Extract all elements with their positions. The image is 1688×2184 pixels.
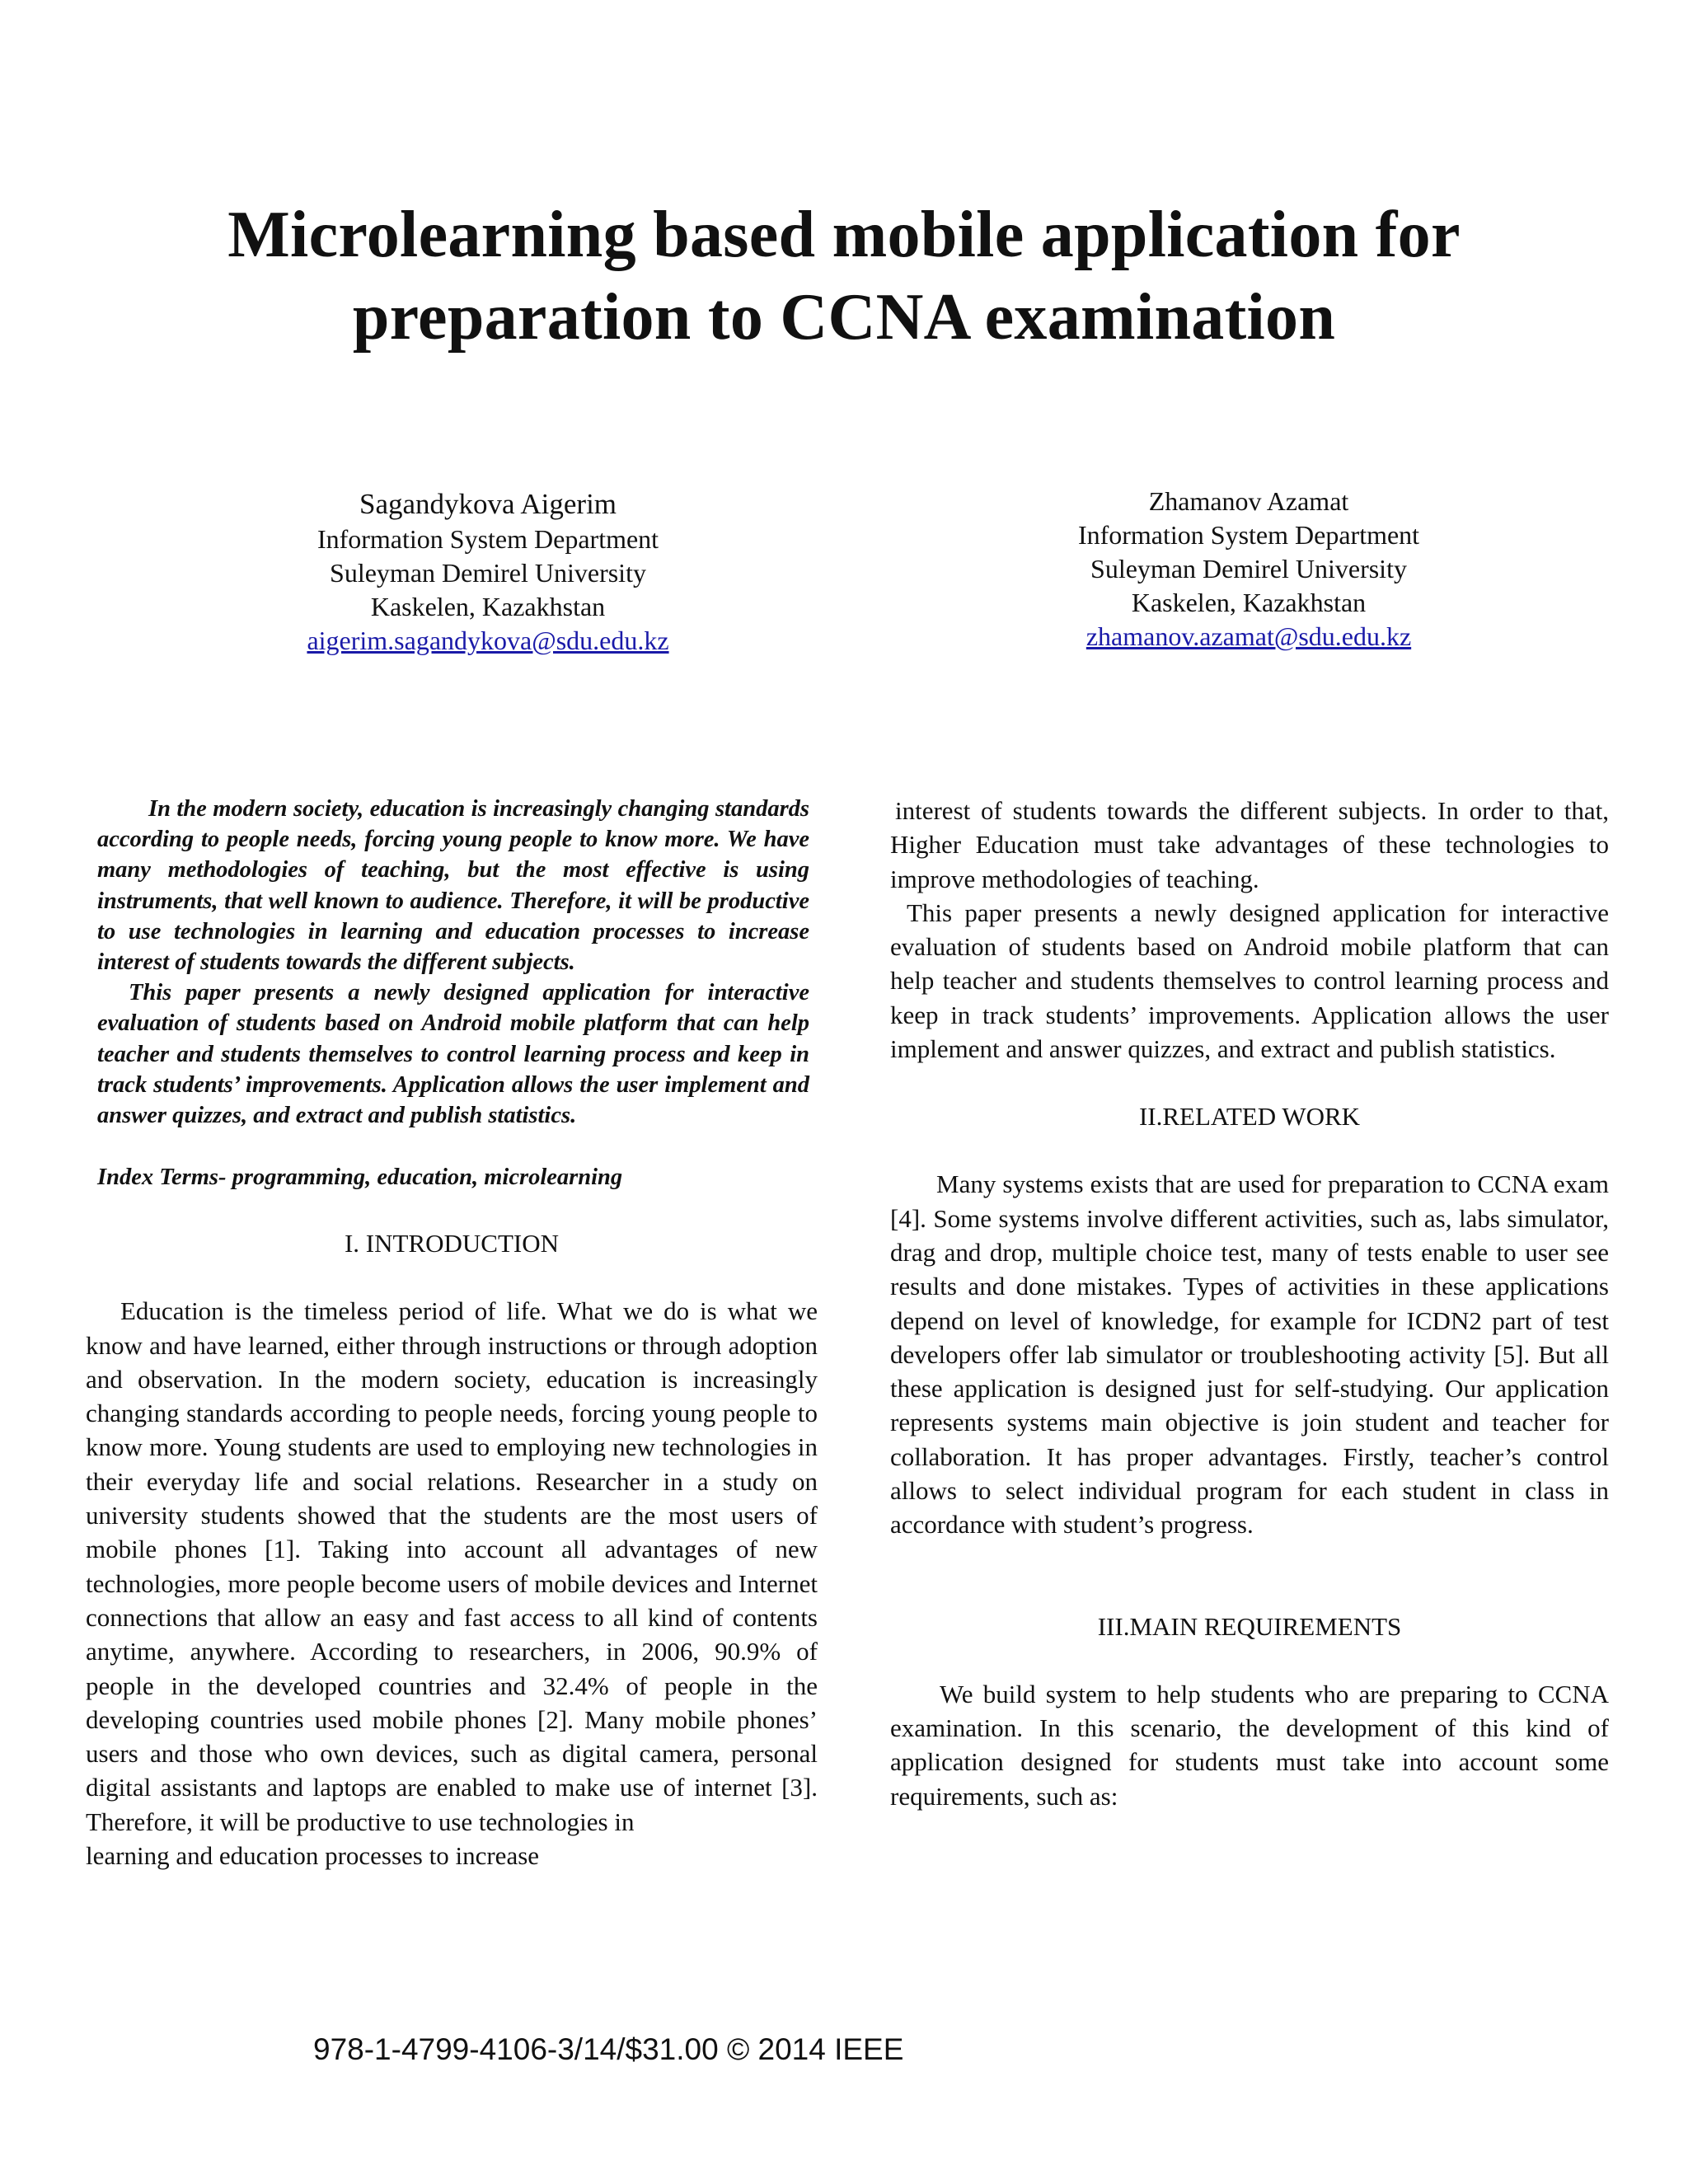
- introduction-paragraph-1-last-line: learning and education processes to increase: [86, 1840, 540, 1870]
- paper-title: [148, 194, 1540, 359]
- author-department: Information System Department: [316, 524, 659, 554]
- author-department: Information System Department: [1077, 520, 1420, 550]
- index-terms: Index Terms- programming, education, microlearning: [97, 1165, 623, 1191]
- author-location: Kaskelen, Kazakhstan: [1131, 588, 1367, 617]
- author-block-2: [1001, 485, 1496, 654]
- abstract-paragraph-2: This paper presents a newly designed application for interactive evaluation of students based on Android mobile platform that can help teacher and students themselves to control learning process and keep in track students’ improvements. Application allows the user implement and answer quizzes, and extract and publish statistics.: [97, 980, 809, 1129]
- introduction-paragraph-3: This paper presents a newly designed application for interactive evaluation of students based on Android mobile platform that can help teacher and students themselves to control learning process and keep in track students’ improvements. Application allows the user implement and answer quizzes, and extract and publish statistics.: [890, 898, 1609, 1064]
- main-requirements-paragraph-1: We build system to help students who are preparing to CCNA examination. In this scenario, the development of this kind of application designed for students must take into account some requirements, such as:: [890, 1679, 1609, 1811]
- introduction-body: [86, 1294, 818, 1872]
- introduction-paragraph-2: interest of students towards the different subjects. In order to that, Higher Education must take advantages of these technologies to improve methodologies of teaching.: [890, 796, 1609, 893]
- abstract: [86, 794, 818, 1131]
- section-heading-main-requirements: III.MAIN REQUIREMENTS: [1097, 1611, 1402, 1641]
- author-email-link[interactable]: aigerim.sagandykova@sdu.edu.kz: [307, 626, 669, 655]
- left-column: [86, 794, 818, 1872]
- section-heading-introduction: I. INTRODUCTION: [344, 1229, 560, 1258]
- author-university: Suleyman Demirel University: [1090, 554, 1407, 583]
- right-column: [890, 794, 1609, 1813]
- introduction-continued: [890, 794, 1609, 1066]
- introduction-paragraph-1: Education is the timeless period of life. What we do is what we know and have learned, either through instructions or through adoption and observation. In the modern society, education is increasingly changing standards according to people needs, forcing young people to know more. Young students are used to employing new technologies in their everyday life and social relations. Researcher in a study on university students showed that the students are the most users of mobile phones [1]. Taking into account all advantages of new technologies, more people become users of mobile devices and Internet connections that allow an easy and fast access to all kind of contents anytime, anywhere. According to researchers, in 2006, 90.9% of people in the developed countries and 32.4% of people in the developing countries used mobile phones [2]. Many mobile phones’ users and those who own devices, such as digital camera, personal digital assistants and laptops are enabled to make use of internet [3]. Therefore, it will be productive to use technologies in: [86, 1296, 818, 1836]
- author-name: Sagandykova Aigerim: [359, 488, 617, 520]
- abstract-paragraph-1: In the modern society, education is increasingly changing standards according to people needs, forcing young people to know more. We have many methodologies of teaching, but the most effective is using instruments, that well known to audience. Therefore, it will be productive to use technologies in learning and education processes to increase interest of students towards the different subjects.: [97, 796, 809, 976]
- author-block-1: [241, 486, 735, 658]
- author-name: Zhamanov Azamat: [1148, 486, 1349, 516]
- author-email-link[interactable]: zhamanov.azamat@sdu.edu.kz: [1085, 621, 1412, 651]
- paper-title-line-1: Microlearning based mobile application for: [227, 199, 1461, 271]
- main-requirements-body: [890, 1677, 1609, 1813]
- section-heading-related-work: II.RELATED WORK: [1138, 1102, 1361, 1132]
- related-work-body: [890, 1167, 1609, 1541]
- copyright-footer: 978-1-4799-4106-3/14/$31.00 © 2014 IEEE: [313, 2032, 904, 2066]
- paper-title-line-2: preparation to CCNA examination: [352, 281, 1336, 354]
- author-university: Suleyman Demirel University: [330, 558, 646, 588]
- author-location: Kaskelen, Kazakhstan: [370, 592, 606, 621]
- related-work-paragraph-1: Many systems exists that are used for preparation to CCNA exam [4]. Some systems involve different activities, such as, labs simulator, drag and drop, multiple choice test, many of tests enable to user see results and done mistakes. Types of activities in these applications depend on level of knowledge, for example for ICDN2 part of test developers offer lab simulator or troubleshooting activity [5]. But all these application is designed just for self-studying. Our application represents systems main objective is join student and teacher for collaboration. It has proper advantages. Firstly, teacher’s control allows to select individual program for each student in class in accordance with student’s progress.: [890, 1169, 1609, 1540]
